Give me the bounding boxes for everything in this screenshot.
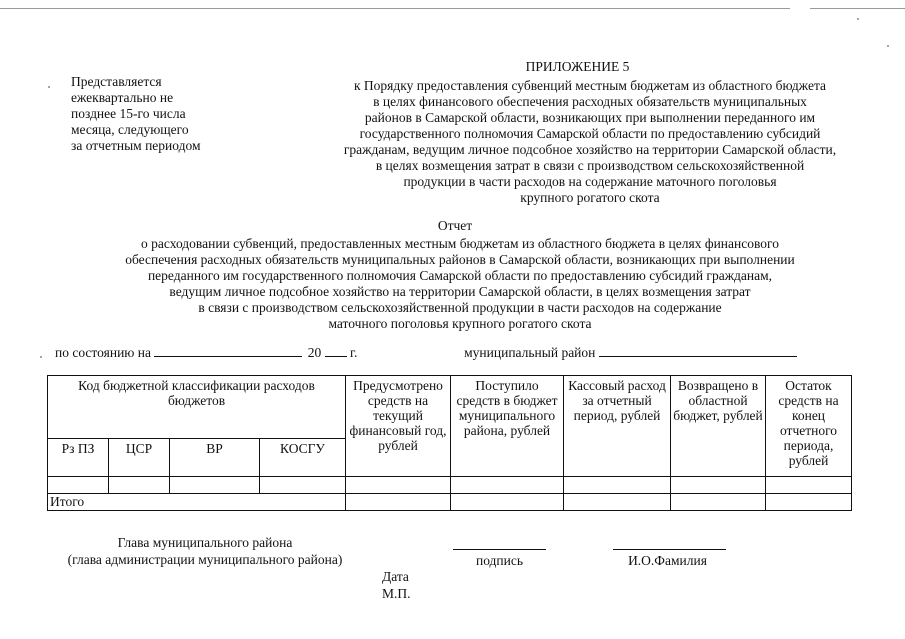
note-line: Представляется [71,74,162,89]
appendix-line: районов в Самарской области, возникающих при выполнении переданного им [364,110,816,125]
district-label: муниципальный район [464,345,596,360]
date-line [55,344,855,361]
note-line: ежеквартально не [71,90,174,105]
col-header-returned: Возвращено в областной бюджет, рублей [671,376,766,477]
scan-speck [48,86,50,88]
report-line: ведущим личное подсобное хозяйство на территории Самарской области, в целях возмещения затрат [169,284,751,299]
table-cell[interactable] [170,477,260,494]
group-header: Код бюджетной классификации расходов бюджетов [48,376,346,439]
table-row [48,477,852,494]
table-cell[interactable] [766,477,852,494]
appendix-line: государственного полномочия Самарской области по предоставлению субсидий [359,126,821,141]
appendix-line: в целях финансового обеспечения расходных обязательств муниципальных [373,94,807,109]
report-line: в связи с производством сельскохозяйственной продукции в части расходов на содержание [198,300,722,315]
report-line: маточного поголовья крупного рогатого скота [328,316,592,331]
appendix-line: крупного рогатого скота [520,190,660,205]
name-label: И.О.Фамилия [628,553,707,568]
table-cell[interactable] [671,477,766,494]
date-label: Дата [382,569,409,584]
note-line: за отчетным периодом [71,138,201,153]
report-title: Отчет [437,218,473,233]
total-row [48,494,852,511]
scan-edge-line [810,8,905,9]
name-line[interactable] [613,549,726,550]
scan-speck [40,356,42,358]
table-cell[interactable] [346,477,451,494]
date-prefix: по состоянию на [55,345,151,360]
table-cell[interactable] [451,494,564,511]
note-line: месяца, следующего [71,122,189,137]
seal-label: М.П. [382,586,411,601]
report-line: обеспечения расходных обязательств муниципальных районов в Самарской области, возникающих при выполнении [125,252,795,267]
appendix-line: гражданам, ведущим личное подсобное хозяйство на территории Самарской области, [343,142,837,157]
scan-speck [857,18,859,20]
appendix-line: к Порядку предоставления субвенций местным бюджетам из областного бюджета [353,78,827,93]
table-cell[interactable] [451,477,564,494]
head-title: Глава муниципального района [117,535,293,550]
table-cell[interactable] [766,494,852,511]
appendix-line: в целях возмещения затрат в связи с производством сельскохозяйственной [375,158,805,173]
table-cell[interactable] [671,494,766,511]
col-header-spent: Кассовый расход за отчетный период, рублей [564,376,671,477]
year-suffix: г. [349,345,358,360]
signature-label: подпись [475,553,524,568]
table-cell[interactable] [564,494,671,511]
col-header-kosgu: КОСГУ [260,439,346,477]
table-cell[interactable] [564,477,671,494]
note-line: позднее 15-го числа [71,106,186,121]
col-header-remaining: Остаток средств на конец отчетного периода, рублей [766,376,852,477]
scan-edge-line [0,8,790,9]
table-cell[interactable] [109,477,170,494]
appendix-text [300,78,880,206]
col-header-vr: ВР [170,439,260,477]
appendix-line: продукции в части расходов на содержание маточного поголовья [403,174,777,189]
table-cell[interactable] [48,477,109,494]
year-field[interactable] [325,344,347,357]
col-header-planned: Предусмотрено средств на текущий финансовый год, рублей [346,376,451,477]
year-prefix: 20 [307,345,322,360]
submission-note [71,74,271,154]
table-cell[interactable] [260,477,346,494]
report-table [47,375,852,511]
date-field[interactable] [154,344,302,357]
col-header-rz-pz: Рз ПЗ [48,439,109,477]
report-line: переданного им государственного полномочия Самарской области по предоставлению субсидий гражданам, [147,268,773,283]
report-text [40,236,880,332]
total-label: Итого [48,494,346,511]
district-field[interactable] [599,344,797,357]
scan-speck [887,45,889,47]
col-header-csr: ЦСР [109,439,170,477]
col-header-received: Поступило средств в бюджет муниципального района, рублей [451,376,564,477]
head-subtitle: (глава администрации муниципального района) [67,552,343,567]
signature-line[interactable] [453,549,546,550]
appendix-title: ПРИЛОЖЕНИЕ 5 [525,59,630,74]
report-line: о расходовании субвенций, предоставленных местным бюджетам из областного бюджета в целях финансового [141,236,779,251]
table-cell[interactable] [346,494,451,511]
